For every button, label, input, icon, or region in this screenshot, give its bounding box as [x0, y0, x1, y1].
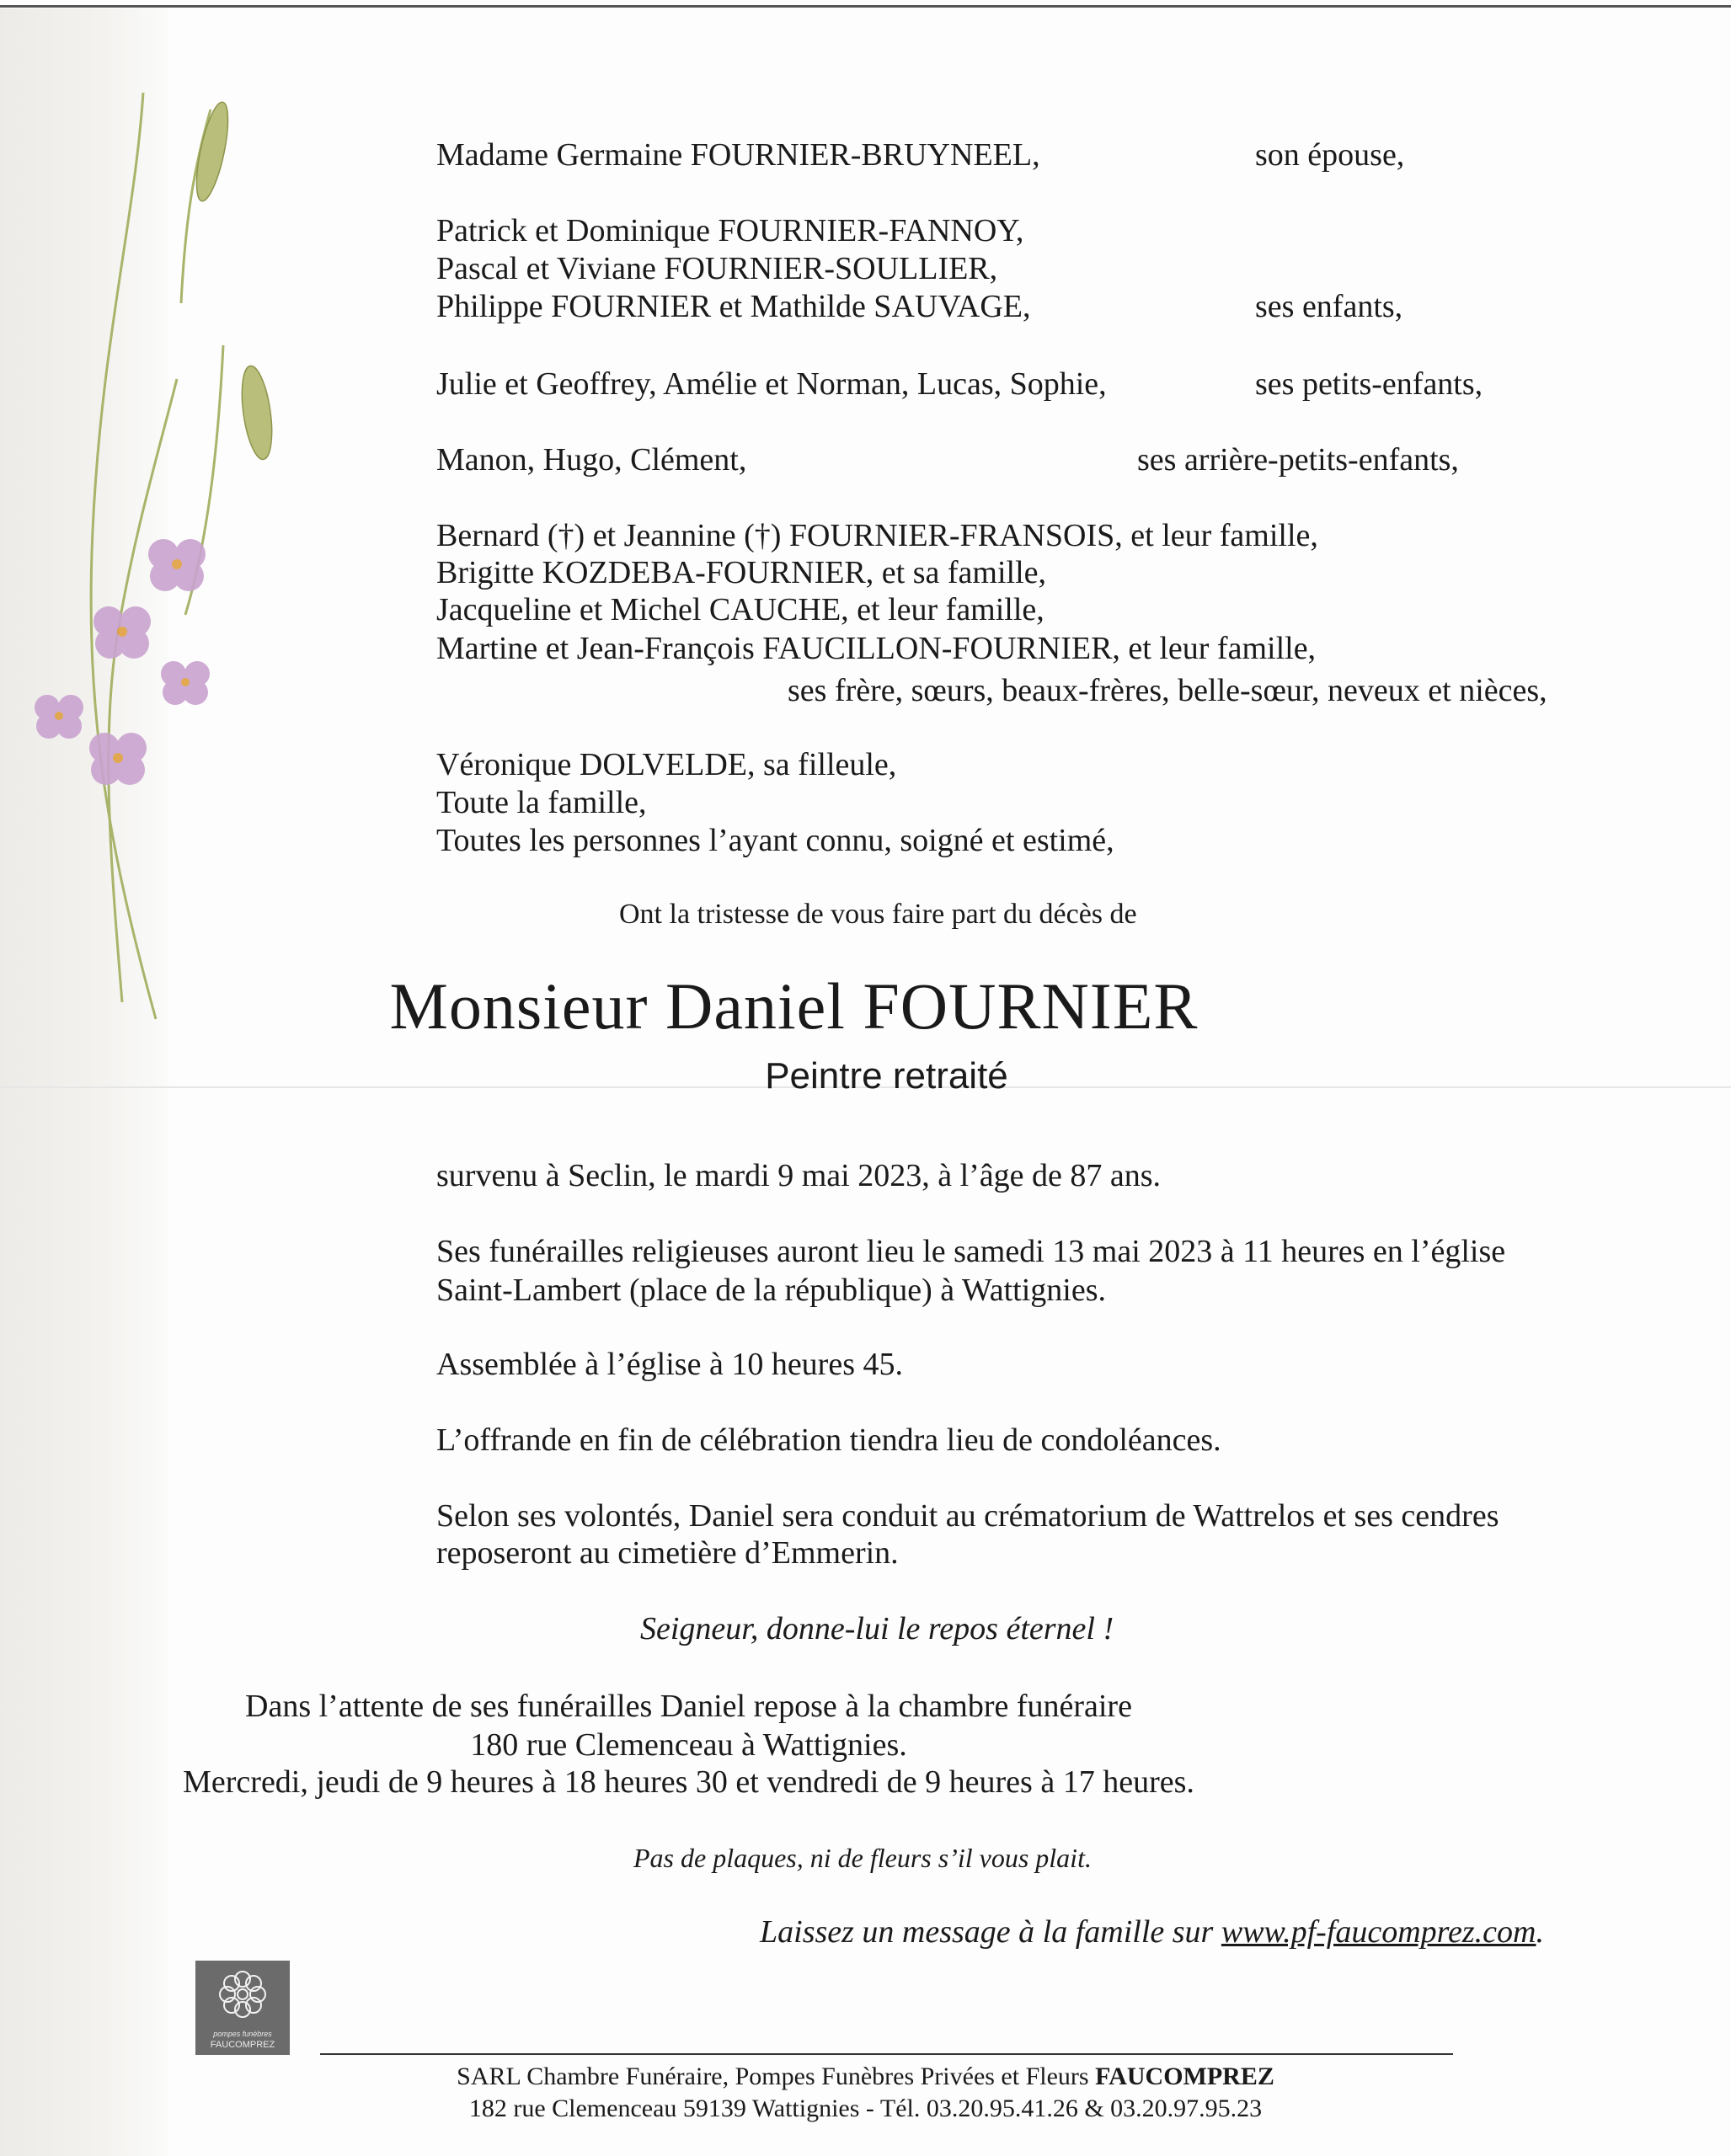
rest-info: 180 rue Clemenceau à Wattignies.	[470, 1727, 907, 1763]
other-line: Toute la famille,	[436, 785, 647, 820]
assembly-info: Assemblée à l’église à 10 heures 45.	[436, 1347, 903, 1382]
sibling-line: Bernard (†) et Jeannine (†) FOURNIER-FRANSOIS, et leur famille,	[436, 518, 1318, 553]
sibling-line: Martine et Jean-François FAUCILLON-FOURNIER, et leur famille,	[436, 631, 1317, 666]
grandchildren-role: ses petits-enfants,	[1255, 366, 1483, 402]
other-line: Véronique DOLVELDE, sa filleule,	[436, 747, 897, 782]
sibling-line: Brigitte KOZDEBA-FOURNIER, et sa famille,	[436, 555, 1047, 590]
message-prefix: Laissez un message à la famille sur	[760, 1914, 1214, 1950]
footer-company-brand: FAUCOMPREZ	[1095, 2063, 1274, 2090]
no-flowers-note: Pas de plaques, ni de fleurs s’il vous plait.	[633, 1843, 1092, 1873]
other-line: Toutes les personnes l’ayant connu, soigné et estimé,	[436, 823, 1114, 858]
company-logo	[195, 1961, 290, 2055]
visiting-hours: Mercredi, jeudi de 9 heures à 18 heures 30 et vendredi de 9 heures à 17 heures.	[183, 1764, 1194, 1800]
funeral-info: Saint-Lambert (place de la république) à Wattignies.	[436, 1273, 1106, 1308]
great-grandchildren-role: ses arrière-petits-enfants,	[1137, 442, 1459, 478]
grandchildren: Julie et Geoffrey, Amélie et Norman, Lucas, Sophie,	[436, 366, 1107, 402]
message-line	[760, 1913, 1544, 1951]
footer-company	[0, 2062, 1731, 2092]
deceased-profession: Peintre retraité	[765, 1055, 1008, 1097]
sibling-line: Jacqueline et Michel CAUCHE, et leur famille,	[436, 592, 1044, 627]
child-line: Philippe FOURNIER et Mathilde SAUVAGE,	[436, 289, 1031, 324]
logo-brand: FAUCOMPREZ	[210, 2040, 275, 2050]
deceased-name: Monsieur Daniel FOURNIER	[389, 969, 1199, 1043]
footer-address: 182 rue Clemenceau 59139 Wattignies - Tél. 03.20.95.41.26 & 03.20.97.95.23	[468, 2095, 1263, 2122]
flower-rosette-icon	[195, 1961, 290, 2028]
rest-info: Dans l’attente de ses funérailles Daniel repose à la chambre funéraire	[245, 1689, 1132, 1724]
prayer: Seigneur, donne-lui le repos éternel !	[640, 1611, 1114, 1646]
message-suffix: .	[1536, 1914, 1544, 1950]
funeral-info: Ses funérailles religieuses auront lieu le samedi 13 mai 2023 à 11 heures en l’église	[436, 1234, 1506, 1269]
great-grandchildren: Manon, Hugo, Clément,	[436, 442, 747, 478]
offering-info: L’offrande en fin de célébration tiendra lieu de condoléances.	[436, 1422, 1221, 1458]
spouse-name: Madame Germaine FOURNIER-BRUYNEEL,	[436, 137, 1040, 173]
wishes-info: reposeront au cimetière d’Emmerin.	[436, 1535, 899, 1571]
footer-company-prefix: SARL Chambre Funéraire, Pompes Funèbres Privées et Fleurs	[457, 2063, 1089, 2090]
death-info: survenu à Seclin, le mardi 9 mai 2023, à l’âge de 87 ans.	[436, 1158, 1162, 1193]
child-line: Patrick et Dominique FOURNIER-FANNOY,	[436, 213, 1024, 248]
floral-decoration-icon	[17, 93, 320, 1027]
website-link[interactable]: www.pf-faucomprez.com	[1221, 1914, 1536, 1950]
logo-tagline: pompes funèbres	[213, 2030, 272, 2038]
children-role: ses enfants,	[1255, 289, 1403, 324]
announcement: Ont la tristesse de vous faire part du décès de	[619, 899, 1137, 930]
footer-divider	[320, 2053, 1453, 2055]
siblings-role: ses frère, sœurs, beaux-frères, belle-sœur, neveux et nièces,	[788, 673, 1547, 708]
child-line: Pascal et Viviane FOURNIER-SOULLIER,	[436, 251, 998, 286]
page-top-line	[0, 5, 1731, 8]
wishes-info: Selon ses volontés, Daniel sera conduit au crématorium de Wattrelos et ses cendres	[436, 1498, 1499, 1534]
spouse-role: son épouse,	[1255, 137, 1405, 173]
